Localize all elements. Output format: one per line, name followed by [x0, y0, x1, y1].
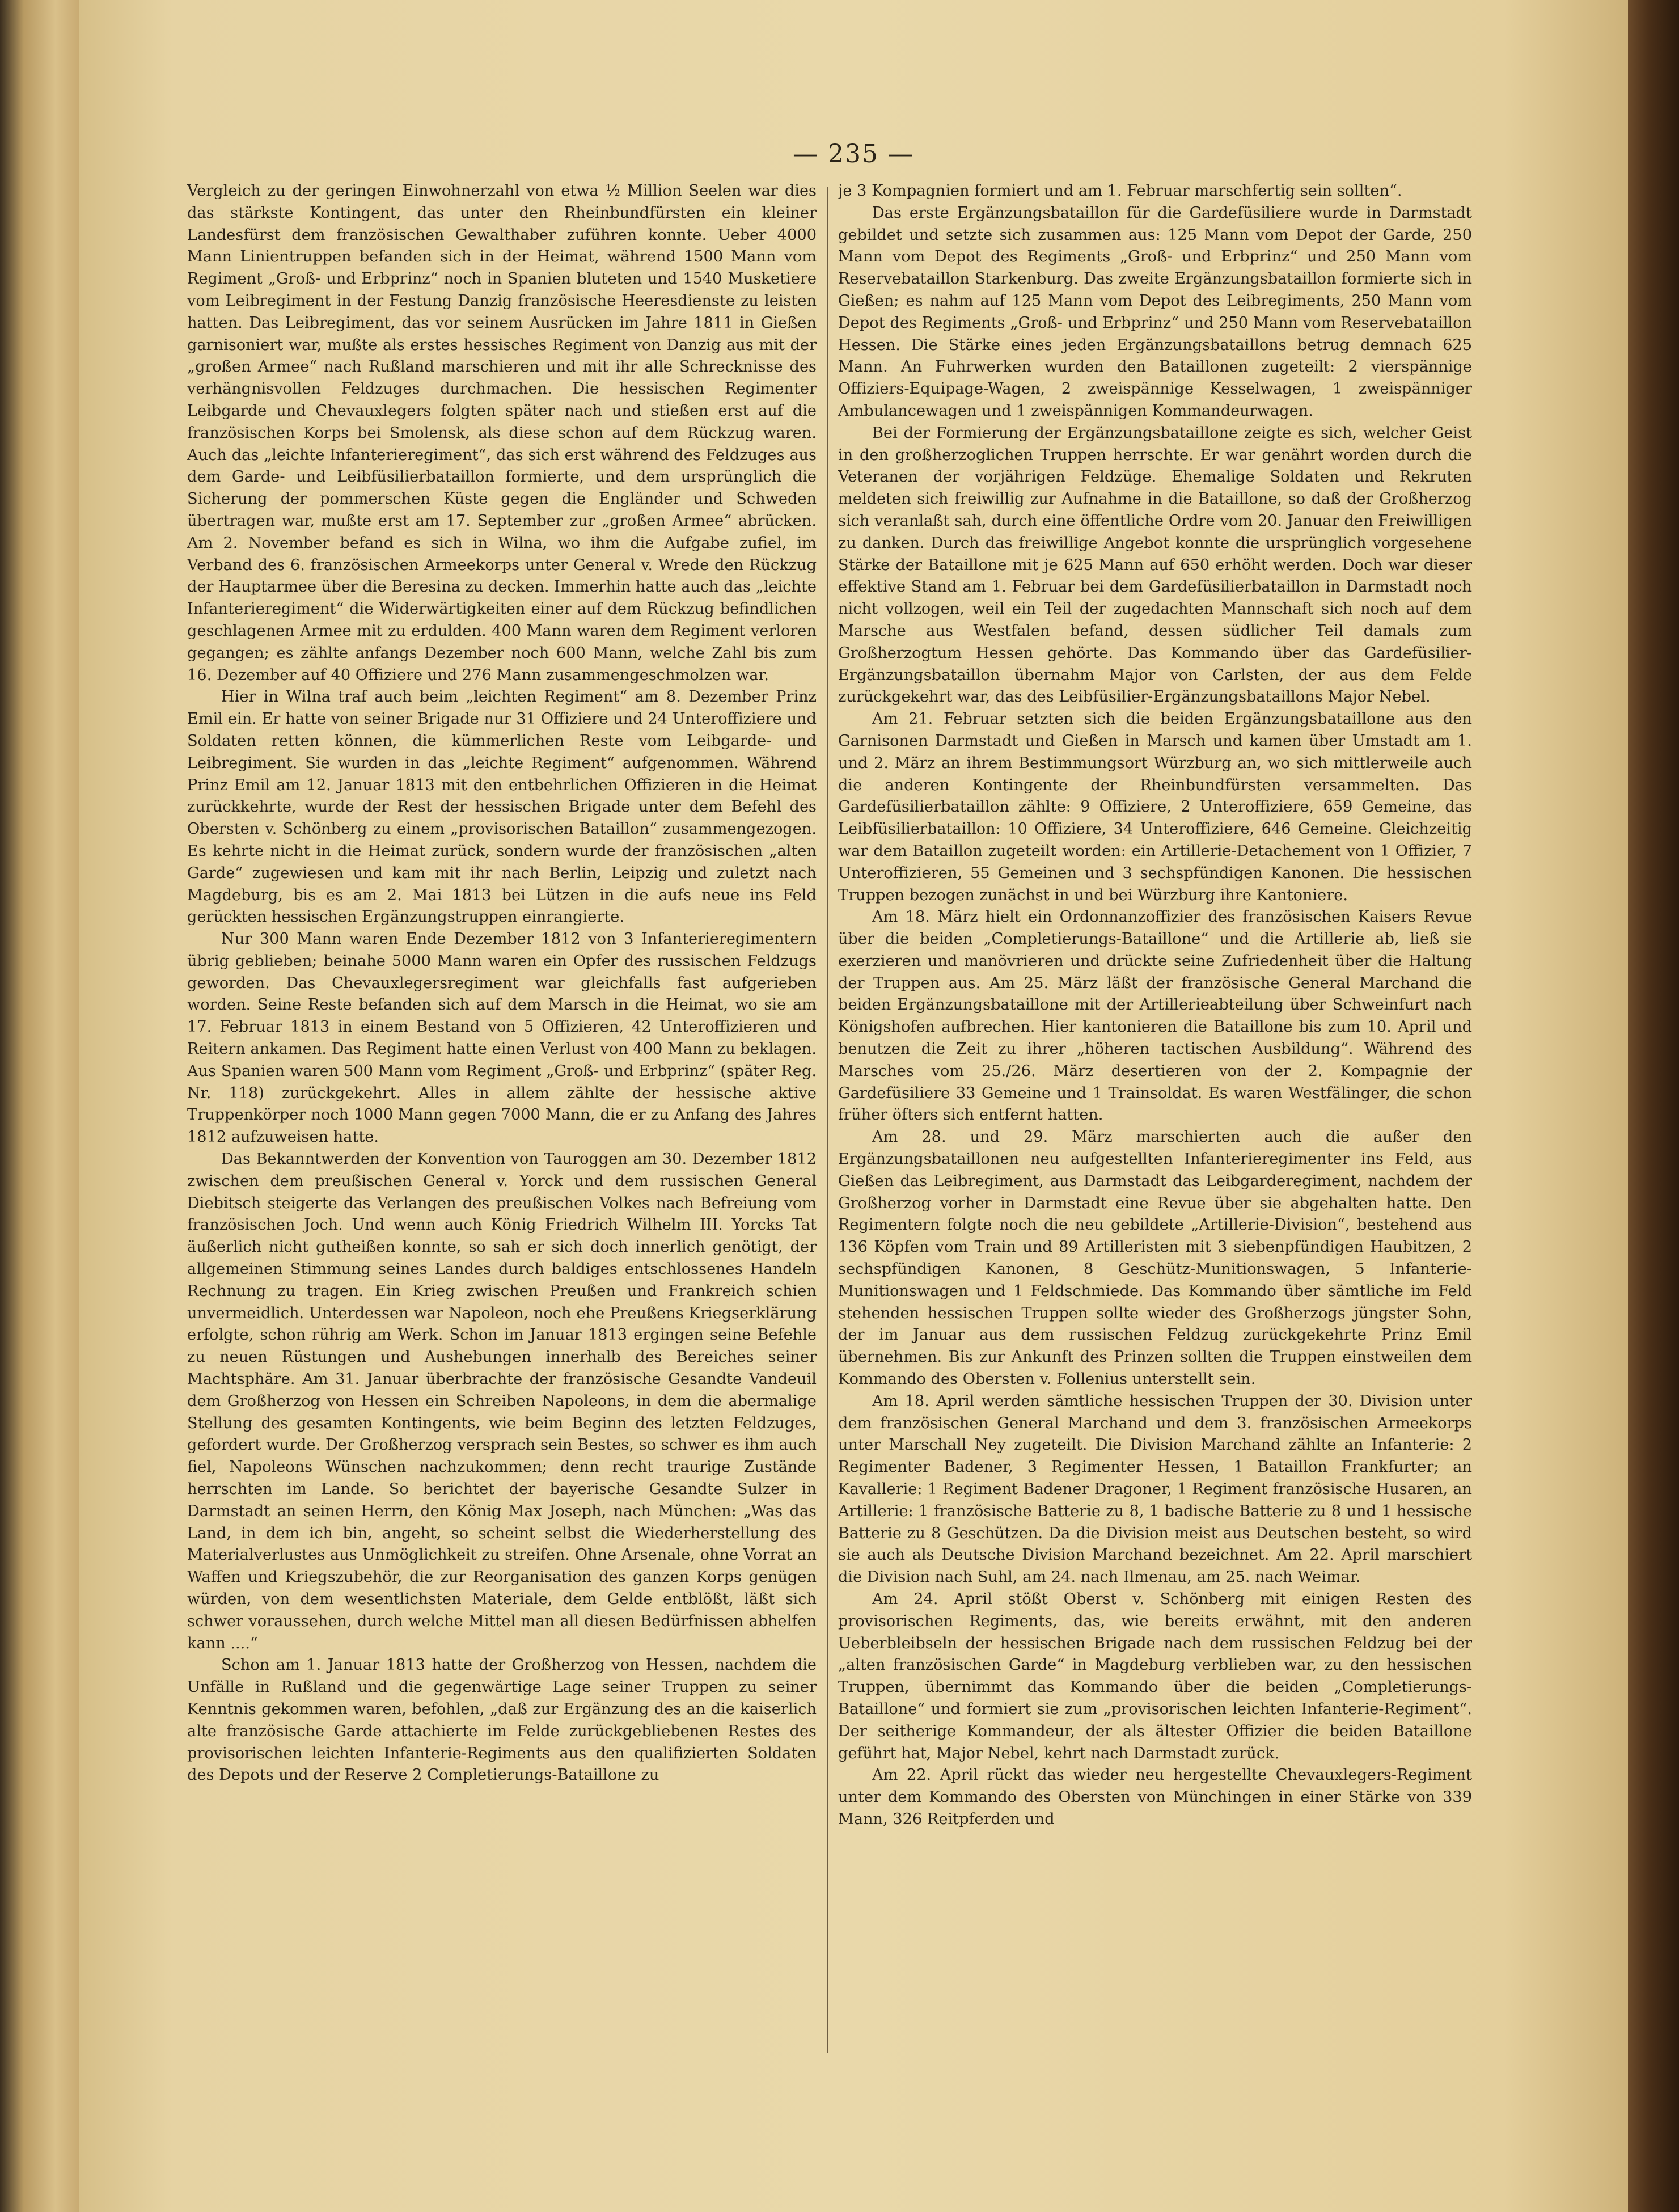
- paragraph: Das Bekanntwerden der Konvention von Tauroggen am 30. Dezember 1812 zwischen dem preußischen General v. Yorck und dem russischen General Diebitsch steigerte das Verlangen des preußischen Volkes nach Befreiung vom französischen Joch. Und wenn auch König Friedrich Wilhelm III. Yorcks Tat äußerlich nicht gutheißen konnte, so sah er sich doch innerlich genötigt, der allgemeinen Stimmung seines Landes durch baldiges entschlossenes Handeln Rechnung zu tragen. Ein Krieg zwischen Preußen und Frankreich schien unvermeidlich. Unterdessen war Napoleon, noch ehe Preußens Kriegserklärung erfolgte, schon rührig am Werk. Schon im Januar 1813 ergingen seine Befehle zu neuen Rüstungen und Aushebungen innerhalb des Bereiches seiner Machtsphäre. Am 31. Januar überbrachte der französische Gesandte Vandeuil dem Großherzog von Hessen ein Schreiben Napoleons, in dem die abermalige Stellung des gesamten Kontingents, wie beim Beginn des letzten Feldzuges, gefordert wurde. Der Großherzog versprach sein Bestes, so schwer es ihm auch fiel, Napoleons Wünschen nachzukommen; denn recht traurige Zustände herrschten im Lande. So berichtet der bayerische Gesandte Sulzer in Darmstadt an seinen Herrn, den König Max Joseph, nach München: „Was das Land, in dem ich bin, angeht, so scheint selbst die Wiederherstellung des Materialverlustes aus Unmöglichkeit zu streifen. Ohne Arsenale, ohne Vorrat an Waffen und Kriegszubehör, die zur Reorganisation des ganzen Korps genügen würden, von dem wesentlichsten Materiale, dem Gelde entblößt, läßt sich schwer voraussehen, durch welche Mittel man all diesen Bedürfnissen abhelfen kann ....“: [187, 1150, 817, 1652]
- paragraph: Am 18. April werden sämtliche hessischen Truppen der 30. Division unter dem französischen General Marchand und dem 3. französischen Armeekorps unter Marschall Ney zugeteilt. Die Division Marchand zählte an Infanterie: 2 Regimenter Badener, 3 Regimenter Hessen, 1 Bataillon Frankfurter; an Kavallerie: 1 Regiment Badener Dragoner, 1 Regiment französische Husaren, an Artillerie: 1 französische Batterie zu 8, 1 badische Batterie zu 8 und 1 hessische Batterie zu 8 Geschützen. Da die Division meist aus Deutschen besteht, so wird sie auch als Deutsche Division Marchand bezeichnet. Am 22. April marschiert die Division nach Suhl, am 24. nach Ilmenau, am 25. nach Weimar.: [838, 1392, 1472, 1586]
- paragraph: Vergleich zu der geringen Einwohnerzahl von etwa ½ Million Seelen war dies das stärkste Kontingent, das unter den Rheinbundfürsten ein kleiner Landesfürst dem französischen Gewalthaber zuführen konnte. Ueber 4000 Mann Linientruppen befanden sich in der Heimat, während 1500 Mann vom Regiment „Groß- und Erbprinz“ noch in Spanien bluteten und 1540 Musketiere vom Leibregiment in der Festung Danzig französische Heeresdienste zu leisten hatten. Das Leibregiment, das vor seinem Ausrücken im Jahre 1811 in Gießen garnisoniert war, mußte als erstes hessisches Regiment von Danzig aus mit der „großen Armee“ nach Rußland marschieren und mit ihr alle Schrecknisse des verhängnisvollen Feldzuges durchmachen. Die hessischen Regimenter Leibgarde und Chevauxlegers folgten später nach und stießen erst auf die französischen Korps bei Smolensk, als diese schon auf dem Rückzug waren. Auch das „leichte Infanterieregiment“, das sich erst während des Feldzuges aus dem Garde- und Leibfüsilierbataillon formierte, und dem ursprünglich die Sicherung der pommerschen Küste gegen die Engländer und Schweden übertragen war, mußte erst am 17. September zur „großen Armee“ abrücken. Am 2. November befand es sich in Wilna, wo ihm die Aufgabe zufiel, im Verband des 6. französischen Armeekorps unter General v. Wrede den Rückzug der Hauptarmee über die Beresina zu decken. Immerhin hatte auch das „leichte Infanterieregiment“ die Widerwärtigkeiten einer auf dem Rückzug befindlichen geschlagenen Armee mit zu erdulden. 400 Mann waren dem Regiment verloren gegangen; es zählte anfangs Dezember noch 600 Mann, welche Zahl bis zum 16. Dezember auf 40 Offiziere und 276 Mann zusammengeschmolzen war.: [187, 182, 817, 684]
- paragraph: Am 21. Februar setzten sich die beiden Ergänzungsbataillone aus den Garnisonen Darmstadt und Gießen in Marsch und kamen über Umstadt am 1. und 2. März an ihrem Bestimmungsort Würzburg an, wo sich mittlerweile auch die anderen Kontingente der Rheinbundfürsten versammelten. Das Gardefüsilierbataillon zählte: 9 Offiziere, 2 Unteroffiziere, 659 Gemeine, das Leibfüsilierbataillon: 10 Offiziere, 34 Unteroffiziere, 646 Gemeine. Gleichzeitig war dem Bataillon zugeteilt worden: ein Artillerie-Detachement von 1 Offizier, 7 Unteroffizieren, 55 Gemeinen und 3 sechspfündigen Kanonen. Die hessischen Truppen bezogen zunächst in und bei Würzburg ihre Kantoniere.: [838, 710, 1472, 904]
- paragraph: Das erste Ergänzungsbataillon für die Gardefüsiliere wurde in Darmstadt gebildet und setzte sich zusammen aus: 125 Mann vom Depot der Garde, 250 Mann vom Depot des Regiments „Groß- und Erbprinz“ und 250 Mann vom Reservebataillon Starkenburg. Das zweite Ergänzungsbataillon formierte sich in Gießen; es nahm auf 125 Mann vom Depot des Leibregiments, 250 Mann vom Depot des Regiments „Groß- und Erbprinz“ und 250 Mann vom Reservebataillon Hessen. Die Stärke eines jeden Ergänzungsbataillons betrug demnach 625 Mann. An Fuhrwerken wurden den Bataillonen zugeteilt: 2 vierspännige Offiziers-Equipage-Wagen, 2 zweispännige Kesselwagen, 1 zweispänniger Ambulancewagen und 1 zweispännigen Kommandeurwagen.: [838, 204, 1472, 420]
- paragraph: Hier in Wilna traf auch beim „leichten Regiment“ am 8. Dezember Prinz Emil ein. Er hatte von seiner Brigade nur 31 Offiziere und 24 Unteroffiziere und Soldaten retten können, die kümmerlichen Reste vom Leibgarde- und Leibregiment. Sie wurden in das „leichte Regiment“ aufgenommen. Während Prinz Emil am 12. Januar 1813 mit den entbehrlichen Offizieren in die Heimat zurückkehrte, wurde der Rest der hessischen Brigade unter dem Befehl des Obersten v. Schönberg zu einem „provisorischen Bataillon“ zusammengezogen. Es kehrte nicht in die Heimat zurück, sondern wurde der französischen „alten Garde“ zugewiesen und kam mit ihr nach Berlin, Leipzig und zuletzt nach Magdeburg, bis es am 2. Mai 1813 bei Lützen in die aufs neue ins Feld gerückten hessischen Ergänzungstruppen einrangierte.: [187, 688, 817, 926]
- column-divider: [827, 187, 828, 2053]
- paragraph: Am 28. und 29. März marschierten auch die außer den Ergänzungsbataillonen neu aufgestellten Infanterieregimenter ins Feld, aus Gießen das Leibregiment, aus Darmstadt das Leibgarderegiment, nachdem der Großherzog vorher in Darmstadt eine Revue über sie abgehalten hatte. Den Regimentern folgte noch die neu gebildete „Artillerie-Division“, bestehend aus 136 Köpfen vom Train und 89 Artilleristen mit 3 siebenpfündigen Haubitzen, 2 sechspfündigen Kanonen, 8 Geschütz-Munitionswagen, 5 Infanterie-Munitionswagen und 1 Feldschmiede. Das Kommando über sämtliche im Feld stehenden hessischen Truppen sollte wieder des Großherzogs jüngster Sohn, der im Januar aus dem russischen Feldzug zurückgekehrte Prinz Emil übernehmen. Bis zur Ankunft des Prinzen sollten die Truppen einstweilen dem Kommando des Obersten v. Follenius unterstellt sein.: [838, 1128, 1472, 1388]
- right-text-column: [838, 180, 1472, 2069]
- paragraph: je 3 Kompagnien formiert und am 1. Februar marschfertig sein sollten“.: [838, 182, 1402, 200]
- paragraph: Schon am 1. Januar 1813 hatte der Großherzog von Hessen, nachdem die Unfälle in Rußland und die gegenwärtige Lage seiner Truppen zu seiner Kenntnis gekommen waren, befohlen, „daß zur Ergänzung des an die kaiserlich alte französische Garde attachierte im Felde zurückgebliebenen Restes des provisorischen leichten Infanterie-Regiments aus den qualifizierten Soldaten des Depots und der Reserve 2 Completierungs-Bataillone zu: [187, 1656, 817, 1784]
- paragraph: Am 18. März hielt ein Ordonnanzoffizier des französischen Kaisers Revue über die beiden „Completierungs-Bataillone“ und die Artillerie ab, ließ sie exerzieren und manövrieren und drückte seine Zufriedenheit über die Haltung der Truppen aus. Am 25. März läßt der französische General Marchand die beiden Ergänzungsbataillone mit der Artillerieabteilung über Schweinfurt nach Königshofen aufbrechen. Hier kantonieren die Bataillone bis zum 10. April und benutzen die Zeit zu ihrer „höheren tactischen Ausbildung“. Während des Marsches vom 25./26. März desertieren von der 2. Kompagnie der Gardefüsiliere 33 Gemeine und 1 Trainsoldat. Es waren Westfälinger, die schon früher öfters sich entfernt hatten.: [838, 908, 1472, 1124]
- paragraph: Am 22. April rückt das wieder neu hergestellte Chevauxlegers-Regiment unter dem Kommando des Obersten von Münchingen in einer Stärke von 339 Mann, 326 Reitpferden und: [838, 1766, 1472, 1828]
- paragraph: Nur 300 Mann waren Ende Dezember 1812 von 3 Infanterieregimentern übrig geblieben; beinahe 5000 Mann waren ein Opfer des russischen Feldzugs geworden. Das Chevauxlegersregiment war gleichfalls fast aufgerieben worden. Seine Reste befanden sich auf dem Marsch in die Heimat, wo sie am 17. Februar 1813 in einem Bestand von 5 Offizieren, 42 Unteroffizieren und Reitern ankamen. Das Regiment hatte einen Verlust von 400 Mann zu beklagen. Aus Spanien waren 500 Mann vom Regiment „Groß- und Erbprinz“ (später Reg. Nr. 118) zurückgekehrt. Alles in allem zählte der hessische aktive Truppenkörper noch 1000 Mann gegen 7000 Mann, die er zu Anfang des Jahres 1812 aufzuweisen hatte.: [187, 930, 817, 1146]
- previous-page-edge: [0, 0, 79, 2212]
- paragraph: Bei der Formierung der Ergänzungsbataillone zeigte es sich, welcher Geist in den großherzoglichen Truppen herrschte. Er war genährt worden durch die Veteranen der vorjährigen Feldzüge. Ehemalige Soldaten und Rekruten meldeten sich freiwillig zur Aufnahme in die Bataillone, so daß der Großherzog sich veranlaßt sah, durch eine öffentliche Ordre vom 20. Januar den Freiwilligen zu danken. Durch das freiwillige Angebot konnte die ursprünglich vorgesehene Stärke der Bataillone mit je 625 Mann auf 650 erhöht werden. Doch war dieser effektive Stand am 1. Februar bei dem Gardefüsilierbataillon in Darmstadt noch nicht vollzogen, weil ein Teil der zugedachten Mannschaft sich noch auf dem Marsche aus Westfalen befand, dessen südlicher Teil damals zum Großherzogtum Hessen gehörte. Das Kommando über das Gardefüsilier-Ergänzungsbataillon übernahm Major von Carlsten, der aus dem Felde zurückgekehrt war, das des Leibfüsilier-Ergänzungsbataillons Major Nebel.: [838, 424, 1472, 706]
- left-text-column: [187, 180, 817, 2069]
- page-number: — 235 —: [793, 140, 914, 168]
- book-spine-edge: [1628, 0, 1679, 2212]
- paragraph: Am 24. April stößt Oberst v. Schönberg mit einigen Resten des provisorischen Regiments, das, wie bereits erwähnt, mit den anderen Ueberbleibseln der hessischen Brigade nach dem russischen Feldzug bei der „alten französischen Garde“ in Magdeburg verblieben war, zu den hessischen Truppen, übernimmt das Kommando über die beiden „Completierungs-Bataillone“ und formiert sie zum „provisorischen leichten Infanterie-Regiment“. Der seitherige Kommandeur, der als ältester Offizier die beiden Bataillone geführt hat, Major Nebel, kehrt nach Darmstadt zurück.: [838, 1590, 1472, 1762]
